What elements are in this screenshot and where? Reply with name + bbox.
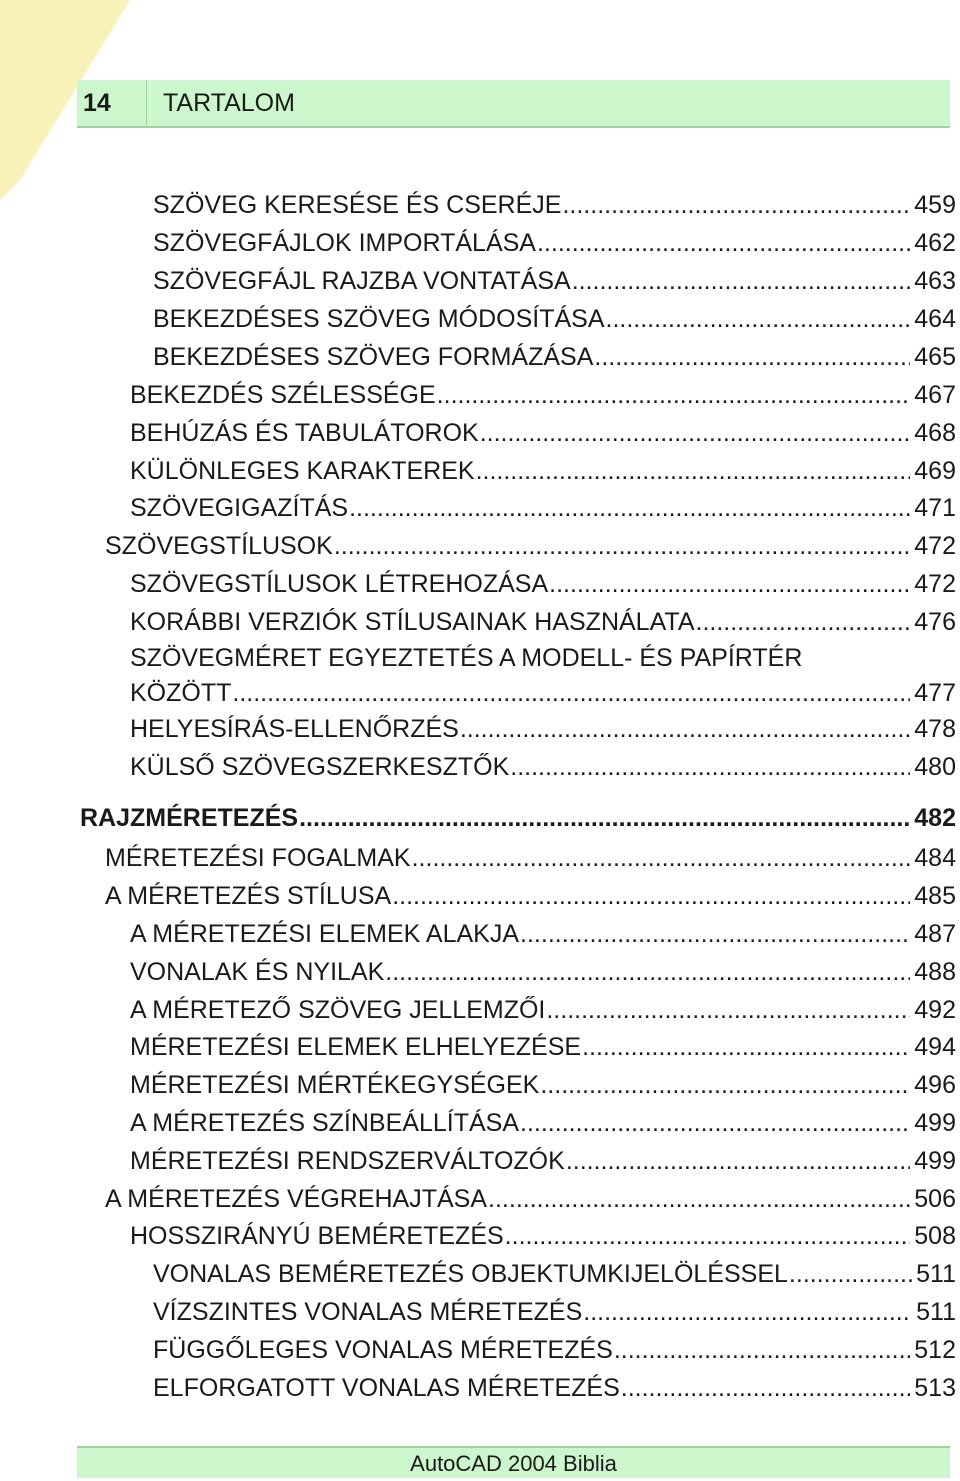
dot-leader [412,841,911,875]
toc-entry[interactable] [153,302,956,336]
dot-leader [594,340,910,374]
toc-entry[interactable] [130,1030,956,1064]
toc-entry-page: 511 [916,1260,956,1288]
toc-entry[interactable] [153,1333,956,1367]
dot-leader [621,1371,911,1405]
dot-leader [476,454,911,488]
toc-entry-title: HELYESÍRÁS-ELLENŐRZÉS [130,715,459,743]
dot-leader [505,1219,911,1253]
toc-entry[interactable] [153,188,956,222]
dot-leader [789,1257,912,1291]
toc-entry[interactable] [130,454,956,488]
toc-entry-title: A MÉRETEZÉS VÉGREHAJTÁSA [105,1185,488,1213]
page-footer [77,1446,950,1478]
toc-entry-title: MÉRETEZÉSI MÉRTÉKEGYSÉGEK [130,1071,540,1099]
toc-entry[interactable] [130,676,956,710]
page-title: TARTALOM [163,89,295,117]
dot-leader [566,1144,910,1178]
toc-entry-title: ELFORGATOTT VONALAS MÉRETEZÉS [153,1374,620,1402]
toc-entry-page: 484 [914,844,956,872]
toc-entry-title: KÜLÖNLEGES KARAKTEREK [130,457,475,485]
toc-entry-page: 492 [914,996,956,1024]
toc-entry-title: BEHÚZÁS ÉS TABULÁTOROK [130,419,479,447]
toc-entry-page: 465 [914,343,956,371]
toc-entry[interactable] [153,1295,956,1329]
dot-leader [540,1068,910,1102]
dot-leader [582,1030,910,1064]
toc-entry-title: SZÖVEGSTÍLUSOK [105,532,333,560]
toc-entry[interactable] [130,1219,956,1253]
toc-entry-page: 508 [914,1222,956,1250]
toc-entry[interactable] [130,378,956,412]
toc-entry-title: VÍZSZINTES VONALAS MÉRETEZÉS [153,1298,583,1326]
toc-entry-page: 463 [914,267,956,295]
toc-entry-title: MÉRETEZÉSI RENDSZERVÁLTOZÓK [130,1147,565,1175]
toc-entry-page: 468 [914,419,956,447]
toc-entry-page: 488 [914,958,956,986]
dot-leader [299,801,910,835]
dot-leader [549,567,910,601]
toc-entry-page: 464 [914,305,956,333]
toc-entry-page: 471 [914,494,956,522]
toc-entry-page: 459 [914,191,956,219]
dot-leader [614,1333,910,1367]
toc-entry-page: 462 [914,229,956,257]
toc-entry-title: BEKEZDÉSES SZÖVEG MÓDOSÍTÁSA [153,305,605,333]
toc-entry-title: MÉRETEZÉSI FOGALMAK [105,844,411,872]
toc-entry-page: 499 [914,1109,956,1137]
toc-entry[interactable] [153,1371,956,1405]
toc-entry-page: 472 [914,532,956,560]
dot-leader [460,712,910,746]
toc-entry-page: 467 [914,381,956,409]
dot-leader [437,378,911,412]
toc-entry-title: A MÉRETEZÉS SZÍNBEÁLLÍTÁSA [130,1109,520,1137]
toc-entry-page: 506 [914,1185,956,1213]
dot-leader [349,491,910,525]
toc-entry-page: 472 [914,570,956,598]
dot-leader [537,226,910,260]
toc-entry[interactable] [130,1106,956,1140]
toc-entry[interactable] [153,226,956,260]
toc-entry[interactable] [130,1068,956,1102]
toc-entry-title: SZÖVEGSTÍLUSOK LÉTREHOZÁSA [130,570,549,598]
toc-entry-title: SZÖVEGIGAZÍTÁS [130,494,349,522]
dot-leader [583,1295,912,1329]
dot-leader [392,879,910,913]
page-number: 14 [77,80,147,126]
dot-leader [520,917,910,951]
toc-entry-title: VONALAS BEMÉRETEZÉS OBJEKTUMKIJELÖLÉSSEL [153,1260,788,1288]
toc-entry-page: 513 [914,1374,956,1402]
toc-entry[interactable] [130,917,956,951]
dot-leader [696,605,911,639]
toc-entry[interactable] [130,993,956,1027]
toc-entry[interactable] [105,841,956,875]
toc-entry-title: A MÉRETEZÉS STÍLUSA [105,882,392,910]
toc-entry-page: 487 [914,920,956,948]
toc-entry-page: 485 [914,882,956,910]
toc-entry[interactable] [130,567,956,601]
toc-entry[interactable] [130,416,956,450]
toc-entry-title: KORÁBBI VERZIÓK STÍLUSAINAK HASZNÁLATA [130,608,695,636]
toc-entry[interactable] [153,1257,956,1291]
toc-entry-page: 482 [914,804,956,832]
toc-entry[interactable] [105,879,956,913]
dot-leader [520,1106,910,1140]
toc-entry[interactable] [130,1144,956,1178]
toc-entry-title: BEKEZDÉSES SZÖVEG FORMÁZÁSA [153,343,594,371]
toc-entry-page: 477 [914,679,956,707]
toc-entry-page: 512 [914,1336,956,1364]
toc-entry-title: MÉRETEZÉSI ELEMEK ELHELYEZÉSE [130,1033,582,1061]
toc-entry-title: A MÉRETEZÉSI ELEMEK ALAKJA [130,920,520,948]
toc-entry-page: 494 [914,1033,956,1061]
toc-entry[interactable] [105,529,956,563]
dot-leader [480,416,911,450]
dot-leader [488,1182,910,1216]
toc-entry-page: 511 [916,1298,956,1326]
toc-chapter-entry[interactable] [80,801,956,835]
toc-entry[interactable] [130,955,956,989]
toc-entry[interactable] [130,712,956,746]
toc-entry-title: SZÖVEGMÉRET EGYEZTETÉS A MODELL- ÉS PAPÍRTÉR [130,644,803,672]
footer-title: AutoCAD 2004 Biblia [410,1451,617,1476]
toc-entry-page: 499 [914,1147,956,1175]
toc-entry[interactable] [105,1182,956,1216]
dot-leader [606,302,911,336]
toc-entry-title-continuation: KÖZÖTT [130,679,232,707]
dot-leader [232,676,910,710]
dot-leader [572,264,911,298]
toc-entry-page: 478 [914,715,956,743]
toc-entry-title: FÜGGŐLEGES VONALAS MÉRETEZÉS [153,1336,613,1364]
toc-entry-page: 476 [914,608,956,636]
toc-entry[interactable] [153,340,956,374]
dot-leader [334,529,910,563]
toc-entry-page: 469 [914,457,956,485]
toc-entry[interactable] [130,491,956,525]
dot-leader [562,188,910,222]
toc-entry-title: SZÖVEGFÁJL RAJZBA VONTATÁSA [153,267,571,295]
toc-entry-title: SZÖVEGFÁJLOK IMPORTÁLÁSA [153,229,536,257]
toc-entry-title: HOSSZIRÁNYÚ BEMÉRETEZÉS [130,1222,504,1250]
toc-entry-title: RAJZMÉRETEZÉS [80,804,299,832]
toc-entry-title: SZÖVEG KERESÉSE ÉS CSERÉJE [153,191,562,219]
toc-entry[interactable] [130,605,956,639]
toc-entry-title: BEKEZDÉS SZÉLESSÉGE [130,381,436,409]
dot-leader [385,955,910,989]
dot-leader [546,993,910,1027]
toc-entry[interactable] [130,750,956,784]
toc-entry-title: KÜLSŐ SZÖVEGSZERKESZTŐK [130,753,510,781]
toc-entry[interactable] [153,264,956,298]
dot-leader [510,750,910,784]
toc-entry-title: VONALAK ÉS NYILAK [130,958,385,986]
toc-entry-page: 496 [914,1071,956,1099]
toc-entry-page: 480 [914,753,956,781]
toc-entry-title: A MÉRETEZŐ SZÖVEG JELLEMZŐI [130,996,546,1024]
